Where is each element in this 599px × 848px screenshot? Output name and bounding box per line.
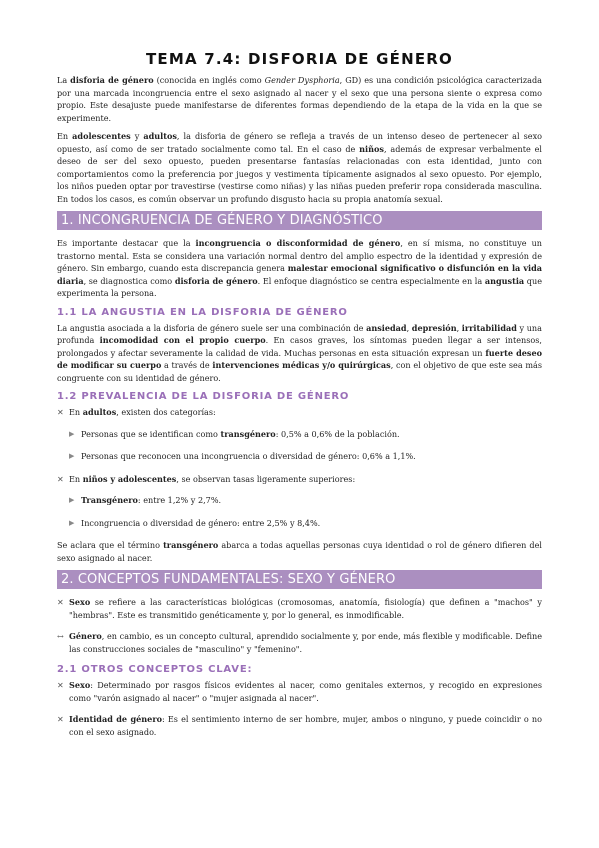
- list-item: [57, 679, 542, 704]
- page-title: TEMA 7.4: DISFORIA DE GÉNERO: [145, 50, 453, 68]
- arrows-icon: ↔: [57, 631, 64, 641]
- list-item-text: Identidad de género: Es el sentimiento interno de ser hombre, mujer, ambos o ninguno, y puede coincidir o no con el sexo asignado.: [69, 714, 542, 737]
- triangle-icon: ▶: [69, 429, 75, 438]
- subsection-1-1-paragraph: La angustia asociada a la disforia de género suele ser una combinación de ansiedad, depresión, irritabilidad y una profunda incomodidad con el propio cuerpo. En casos graves, los síntomas pueden llegar a ser intensos, prolongados y afectar severamente la calidad de vida. Muchas personas en esta situación expresan un fuerte deseo de modificar su cuerpo a través de intervenciones médicas y/o quirúrgicas, con el objetivo de que este sea más congruente con su identidad de género.: [57, 322, 543, 383]
- list-item: [69, 450, 542, 463]
- list-item-text: Sexo se refiere a las características biológicas (cromosomas, anatomía, fisiología) que definen a "machos" y "hembras". Este es transmitido genéticamente y, por lo general, es inmodificable.: [69, 597, 542, 620]
- subsection-1-1-heading: 1.1 LA ANGUSTIA EN LA DISFORIA DE GÉNERO: [57, 306, 348, 318]
- section-2-heading: 2. CONCEPTOS FUNDAMENTALES: SEXO Y GÉNERO: [57, 570, 542, 589]
- list-item-text: Género, en cambio, es un concepto cultural, aprendido socialmente y, por ende, más flexible y modificable. Define las construcciones sociales de "masculino" y "femenino".: [69, 631, 542, 654]
- intro-paragraph-2: En adolescentes y adultos, la disforia de género se refleja a través de un intenso deseo de pertenecer al sexo opuesto, así como de ser tratado socialmente como tal. En el caso de niños, además de expresar verbalmente el deseo de ser del sexo opuesto, pueden presentarse fantasías relacionadas con esta identidad, junto con comportamientos como la preferencia por juegos y vestimenta típicamente asignados al sexo opuesto. Por ejemplo, los niños pueden optar por travestirse (vestirse como niñas) y las niñas pueden preferir ropa considerada masculina. En todos los casos, es común observar un profundo disgusto hacia su propia anatomía sexual.: [57, 131, 543, 204]
- cross-icon: ✕: [57, 473, 64, 484]
- cross-icon: ✕: [57, 680, 64, 690]
- list-item: [57, 473, 542, 486]
- subsection-1-2-note: Se aclara que el término transgénero abarca a todas aquellas personas cuya identidad o rol de género difieren del sexo asignado al nacer.: [57, 540, 542, 563]
- subsection-1-2-heading: 1.2 PREVALENCIA DE LA DISFORIA DE GÉNERO: [57, 391, 350, 402]
- cross-icon: ✕: [57, 714, 64, 724]
- list-item-text: Transgénero: entre 1,2% y 2,7%.: [81, 495, 222, 505]
- section-1-heading: 1. INCONGRUENCIA DE GÉNERO Y DIAGNÓSTICO: [57, 211, 542, 230]
- triangle-icon: ▶: [69, 496, 75, 504]
- list-item-text: Incongruencia o diversidad de género: entre 2,5% y 8,4%.: [81, 517, 321, 528]
- list-item: [69, 494, 542, 507]
- intro-paragraph-1: La disforia de género (conocida en inglés como Gender Dysphoria, GD) es una condición psicológica caracterizada por una marcada incongruencia entre el sexo asignado al nacer y el sexo que una persona siente o expresa como propio. Este desajuste puede manifestarse de diferentes formas dependiendo de la etapa de la vida en la que se experimente.: [57, 75, 542, 123]
- list-item: [57, 406, 542, 419]
- triangle-icon: ▶: [69, 518, 75, 527]
- list-item: [69, 428, 542, 441]
- section-1-paragraph: Es importante destacar que la incongruencia o disconformidad de género, en sí misma, no constituye un trastorno mental. Esta se considera una variación normal dentro del amplio espectro de la identidad y expresión de género. Sin embargo, cuando esta discrepancia genera malestar emocional significativo o disfunción en la vida diaria, se diagnostica como disforia de género. El enfoque diagnóstico se centra especialmente en la angustia que experimenta la persona.: [57, 238, 543, 298]
- list-item: [57, 713, 542, 738]
- list-item: [69, 517, 542, 530]
- list-item: [57, 630, 542, 655]
- list-item-text: Personas que se identifican como transgénero: 0,5% a 0,6% de la población.: [81, 428, 400, 439]
- subsection-2-1-heading: 2.1 OTROS CONCEPTOS CLAVE:: [57, 664, 253, 675]
- cross-icon: ✕: [57, 597, 64, 607]
- list-item-text: Personas que reconocen una incongruencia o diversidad de género: 0,6% a 1,1%.: [81, 451, 416, 461]
- list-item: [57, 596, 542, 621]
- cross-icon: ✕: [57, 407, 64, 417]
- list-item-text: Sexo: Determinado por rasgos físicos evidentes al nacer, como genitales externos, y recogido en expresiones como "varón asignado al nacer" o "mujer asignada al nacer".: [69, 680, 542, 703]
- list-item-text: En adultos, existen dos categorías:: [69, 407, 216, 417]
- list-item-text: En niños y adolescentes, se observan tasas ligeramente superiores:: [69, 473, 356, 484]
- triangle-icon: ▶: [69, 452, 75, 460]
